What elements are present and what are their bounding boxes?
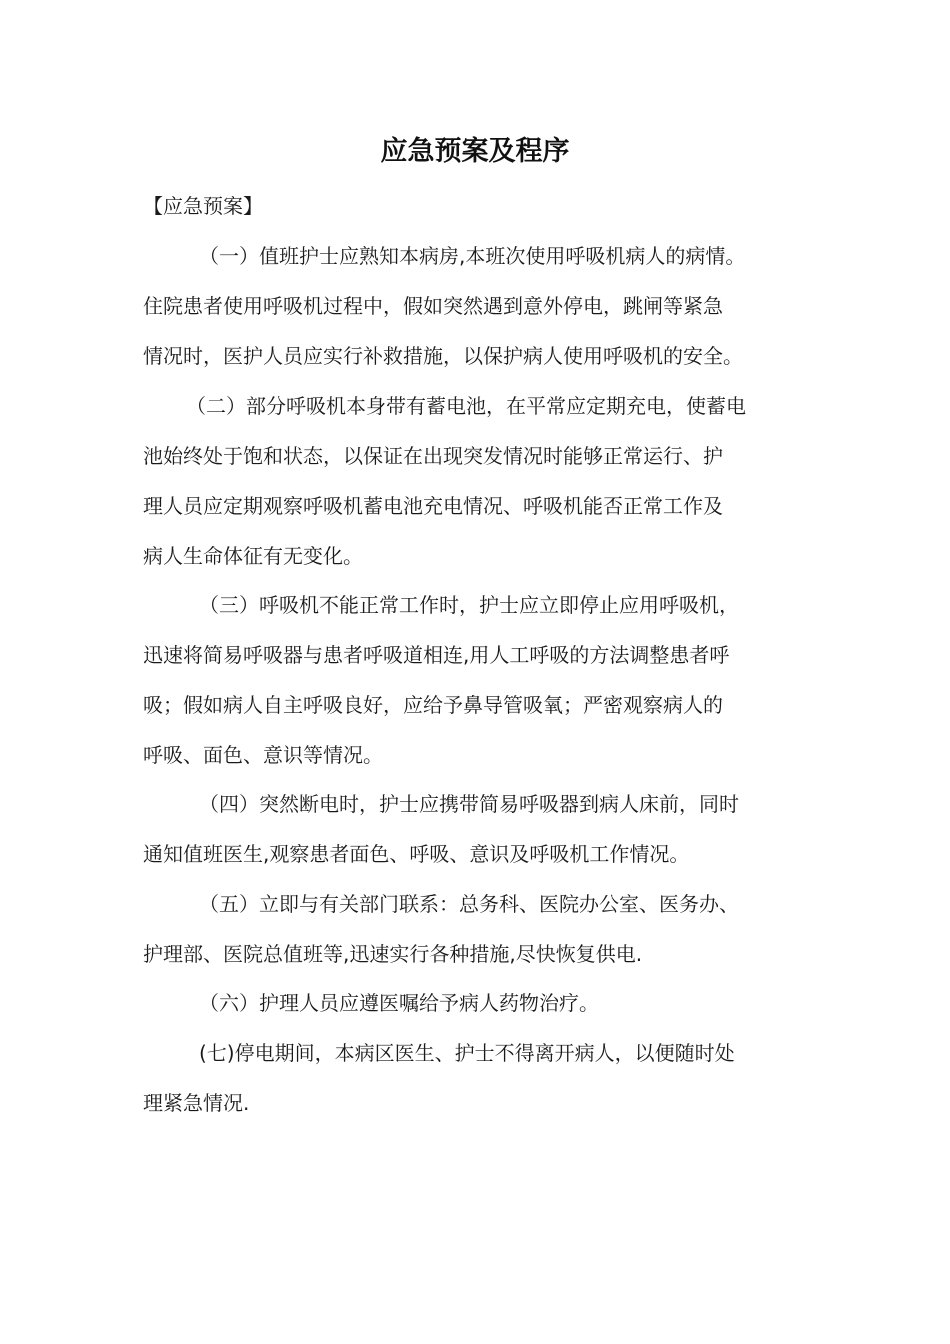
paragraph-line: （六）护理人员应遵医嘱给予病人药物治疗。 <box>199 991 599 1015</box>
paragraph-line: 情况时，医护人员应实行补救措施，以保护病人使用呼吸机的安全。 <box>143 344 743 368</box>
paragraph-line: 住院患者使用呼吸机过程中，假如突然遇到意外停电，跳闸等紧急 <box>143 294 723 318</box>
paragraph-line: （三）呼吸机不能正常工作时，护士应立即停止应用呼吸机， <box>199 593 739 617</box>
paragraph-line: （四）突然断电时，护士应携带简易呼吸器到病人床前，同时 <box>199 792 739 816</box>
paragraph-line: 吸；假如病人自主呼吸良好，应给予鼻导管吸氧；严密观察病人的 <box>143 693 723 717</box>
paragraph-line: 理紧急情况. <box>143 1091 250 1115</box>
paragraph-line: （二）部分呼吸机本身带有蓄电池，在平常应定期充电，使蓄电 <box>186 394 746 418</box>
document-title: 应急预案及程序 <box>380 136 570 167</box>
paragraph-line: 迅速将简易呼吸器与患者呼吸道相连,用人工呼吸的方法调整患者呼 <box>143 643 730 667</box>
paragraph-line: （五）立即与有关部门联系：总务科、医院办公室、医务办、 <box>199 892 739 916</box>
paragraph-line: 池始终处于饱和状态，以保证在出现突发情况时能够正常运行、护 <box>143 444 723 468</box>
paragraph-line: （一）值班护士应熟知本病房,本班次使用呼吸机病人的病情。 <box>199 244 746 268</box>
paragraph-line: (七)停电期间，本病区医生、护士不得离开病人，以便随时处 <box>199 1041 735 1065</box>
section-heading: 【应急预案】 <box>143 194 263 218</box>
paragraph-line: 通知值班医生,观察患者面色、呼吸、意识及呼吸机工作情况。 <box>143 842 690 866</box>
paragraph-line: 呼吸、面色、意识等情况。 <box>143 743 383 767</box>
paragraph-line: 理人员应定期观察呼吸机蓄电池充电情况、呼吸机能否正常工作及 <box>143 494 723 518</box>
paragraph-line: 病人生命体征有无变化。 <box>143 544 363 568</box>
paragraph-line: 护理部、医院总值班等,迅速实行各种措施,尽快恢复供电. <box>143 942 643 966</box>
